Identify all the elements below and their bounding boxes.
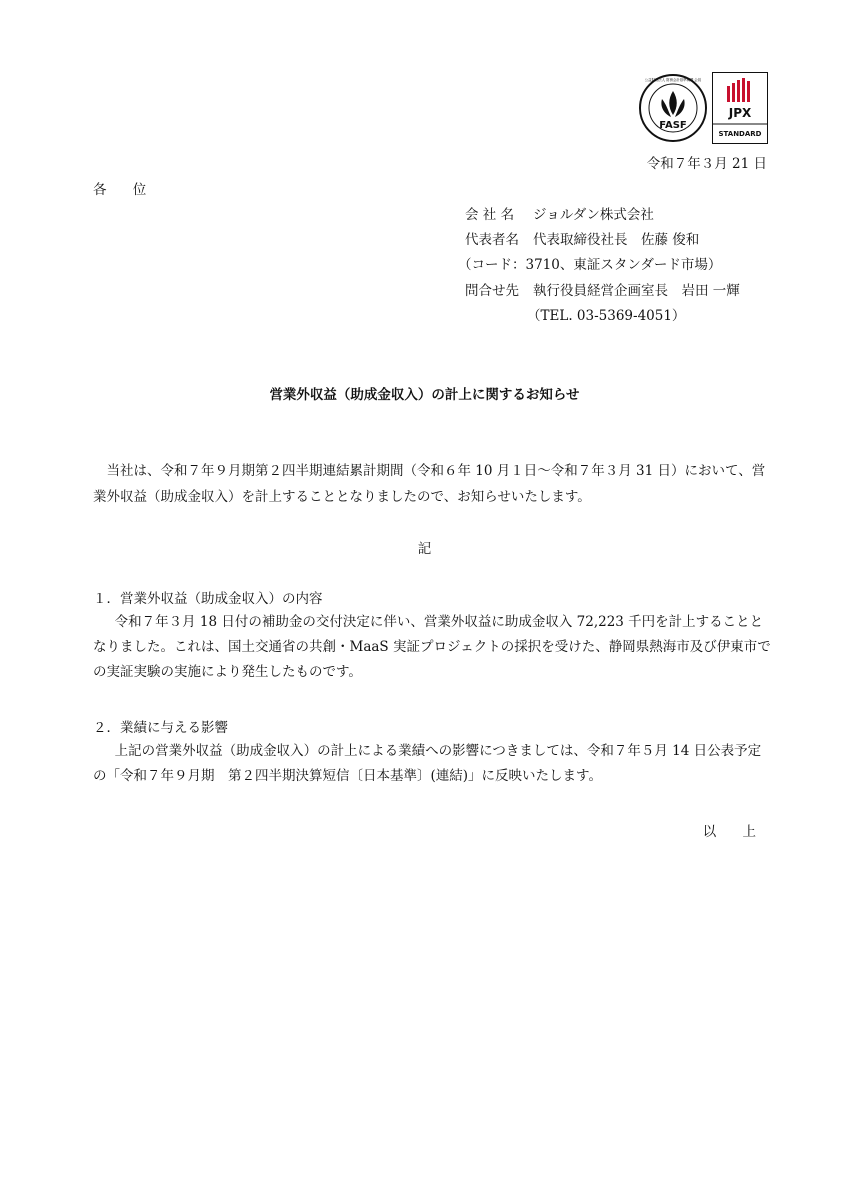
contact-row: [465, 279, 740, 299]
ki-marker: 記: [417, 541, 432, 557]
document-date: 令和７年３月 21 日: [646, 156, 767, 172]
jpx-text: JPX: [728, 106, 752, 120]
representative-row: [465, 228, 699, 248]
telephone-line: （TEL. 03-5369-4051）: [527, 308, 686, 324]
company-name-value: ジョルダン株式会社: [533, 207, 654, 223]
fasf-ring-text: 公益財団法人 財務会計基準機構 会員: [644, 78, 702, 82]
stock-code-line: （コード：3710、東証スタンダード市場）: [458, 257, 722, 273]
jpx-standard-logo: [712, 72, 768, 144]
representative-label: 代表者名: [465, 232, 519, 248]
addressee: 各 位: [93, 182, 158, 198]
representative-value: 代表取締役社長 佐藤 俊和: [533, 232, 700, 248]
contact-value: 執行役員経営企画室長 岩田 一輝: [533, 283, 740, 299]
company-name-label: 会 社 名: [465, 207, 515, 223]
section-1-heading: １．営業外収益（助成金収入）の内容: [93, 591, 323, 607]
section-2-heading: ２．業績に与える影響: [93, 720, 228, 736]
intro-paragraph: 当社は、令和７年９月期第２四半期連結累計期間（令和６年 10 月１日～令和７年３月 31 日）において、営業外収益（助成金収入）を計上することとなりましたので、お知らせいたします。: [93, 463, 766, 505]
company-name-row: [465, 203, 654, 223]
section-1-body: 令和７年３月 18 日付の補助金の交付決定に伴い、営業外収益に助成金収入 72,223 千円を計上することとなりました。これは、国土交通省の共創・MaaS 実証プロジェクトの採択を受けた、静岡県熱海市及び伊東市での実証実験の実施により発生したものです。: [93, 614, 771, 680]
fasf-logo: [638, 73, 708, 143]
jpx-sub-text: STANDARD: [718, 130, 762, 138]
contact-label: 問合せ先: [465, 283, 519, 299]
closing-mark: 以 上: [702, 824, 767, 840]
fasf-text: FASF: [659, 120, 687, 131]
section-2-body: 上記の営業外収益（助成金収入）の計上による業績への影響につきましては、令和７年５月 14 日公表予定の「令和７年９月期 第２四半期決算短信〔日本基準〕(連結)」に反映いたします。: [93, 743, 762, 784]
document-title: 営業外収益（助成金収入）の計上に関するお知らせ: [269, 387, 580, 403]
